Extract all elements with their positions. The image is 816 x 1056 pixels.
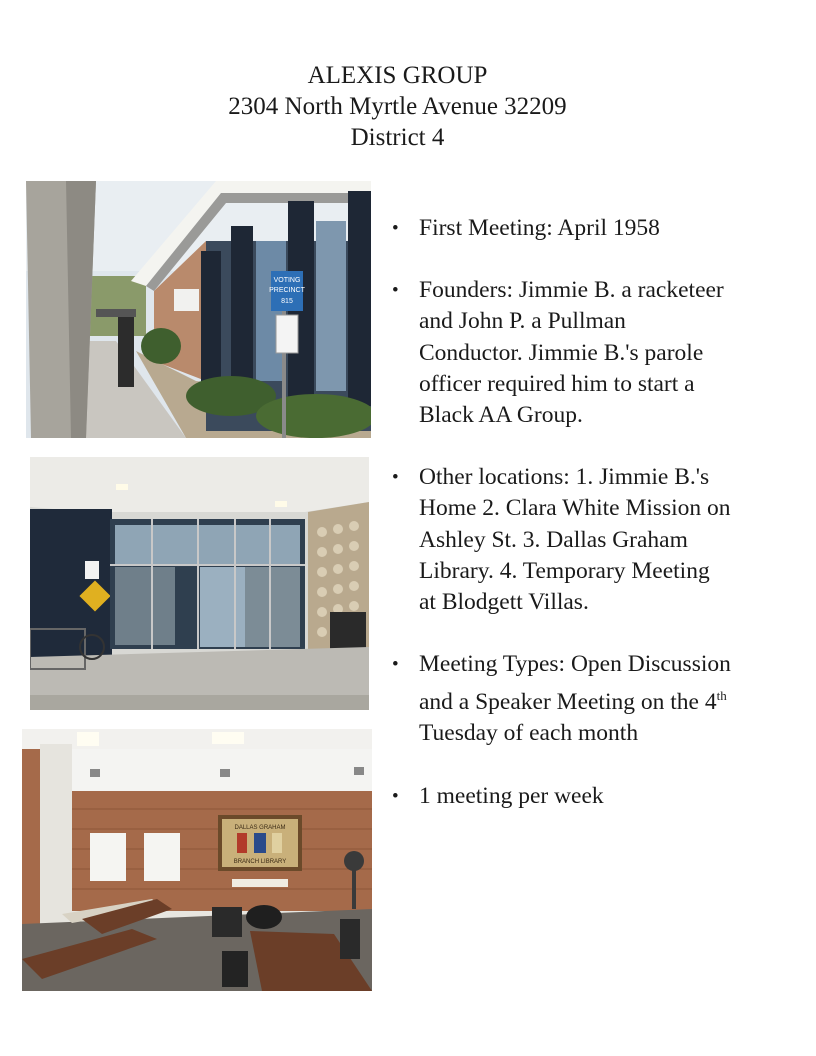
meeting-types-text-end: Tuesday of each month [419,720,639,747]
library-interior-photo [22,729,372,991]
other-locations-item [392,462,732,618]
board-subtitle: BRANCH LIBRARY [233,859,287,865]
bullet-dot: • [392,785,399,807]
board-title: DALLAS GRAHAM [234,825,286,831]
precinct-sign-line2: PRECINCT [269,287,305,294]
first-meeting-text: First Meeting: April 1958 [419,215,660,241]
building-exterior-photo [26,181,371,438]
founders-text: Founders: Jimmie B. a racketeer and John P. a Pullman Conductor. Jimmie B.'s parole officer required him to start a Black AA Group. [419,277,724,429]
bullet-dot: • [392,654,399,676]
bullet-dot: • [392,218,399,239]
meeting-types-item [392,649,732,749]
precinct-sign-line1: VOTING [273,277,301,284]
meeting-types-text [419,651,731,746]
group-address: 2304 North Myrtle Avenue 32209 [228,93,567,120]
bullet-dot: • [392,467,399,489]
group-district: District 4 [350,124,445,151]
first-meeting-item [392,213,732,244]
meeting-frequency-text: 1 meeting per week [419,782,604,809]
ordinal-suffix: th [716,688,727,704]
bullet-dot: • [392,280,399,302]
meeting-frequency-item [392,781,732,812]
other-locations-text: Other locations: 1. Jimmie B.'s Home 2. Clara White Mission on Ashley St. 3. Dallas Graham Library. 4. Temporary Meeting at Blodgett Villas. [419,464,731,616]
group-name: ALEXIS GROUP [307,62,488,89]
precinct-sign-line3: 815 [281,298,293,305]
group-facts-list [392,213,732,843]
founders-item [392,275,732,431]
page-header [0,60,795,153]
meeting-types-text-start: Meeting Types: Open Discussion and a Speaker Meeting on the 4 [419,651,731,716]
library-entrance-photo [30,457,369,710]
